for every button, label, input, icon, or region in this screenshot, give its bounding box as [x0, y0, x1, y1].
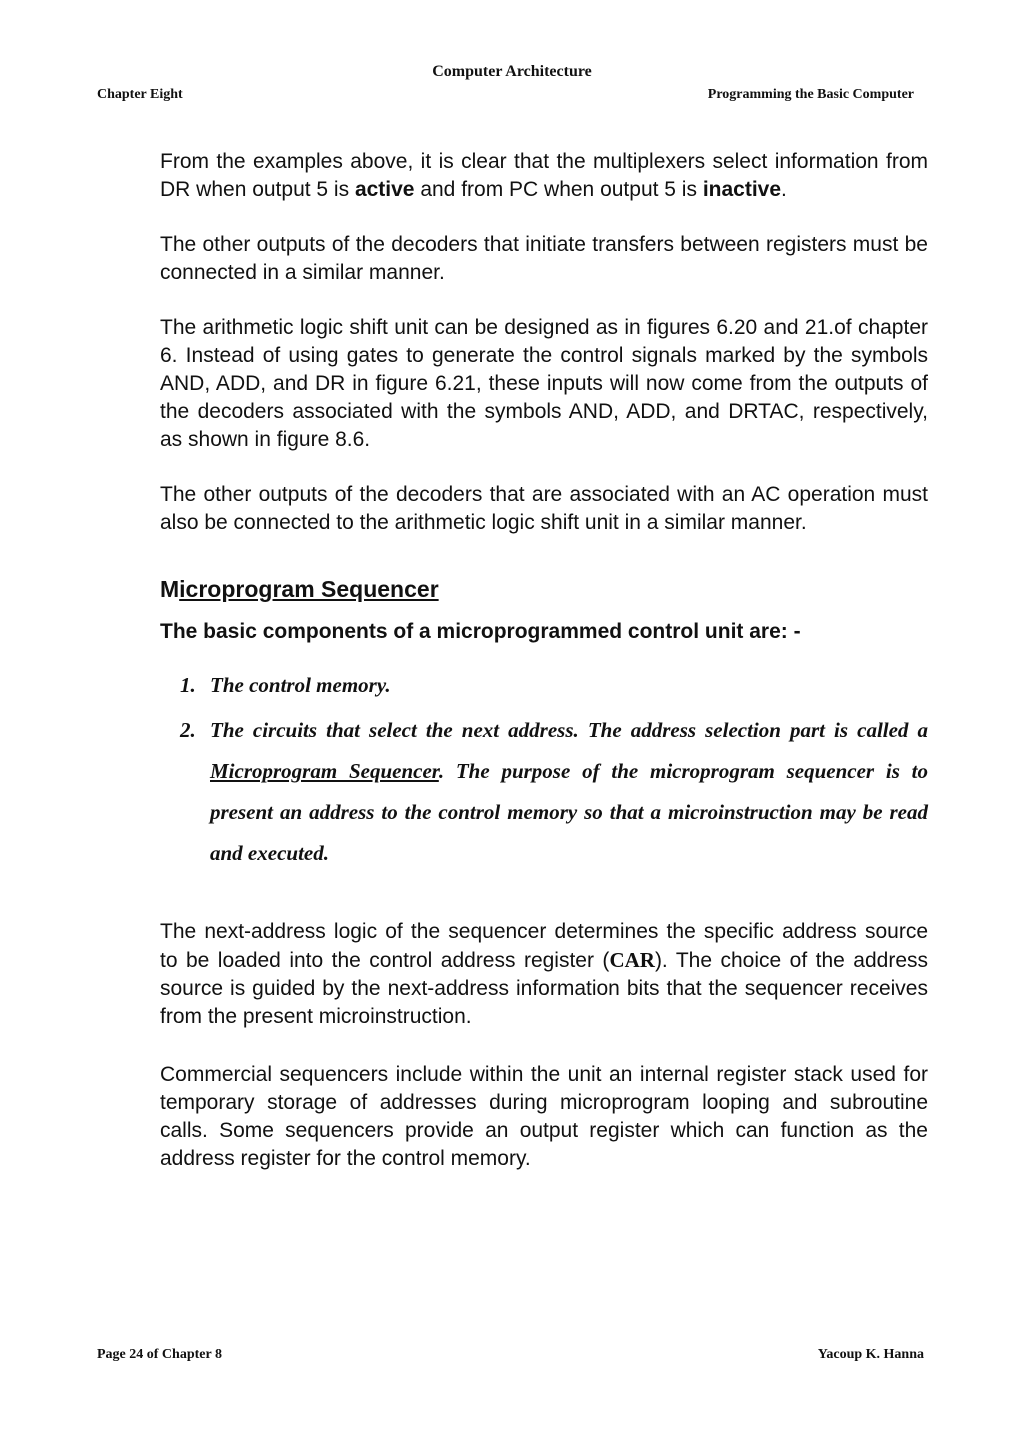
list-item-text: The control memory.: [210, 673, 391, 697]
paragraph-next-address: [160, 918, 928, 1031]
term-car: CAR: [609, 948, 655, 972]
page-body: [160, 148, 928, 1173]
paragraph-other-outputs: The other outputs of the decoders that initiate transfers between registers must be connected in a similar manner.: [160, 233, 928, 284]
document-title: Computer Architecture: [432, 63, 592, 80]
chapter-label: Chapter Eight: [97, 87, 183, 102]
term-active: active: [354, 178, 415, 201]
section-heading: [160, 574, 928, 604]
p1-text-c: and from PC when output 5 is: [414, 178, 703, 201]
term-microprogram-sequencer: Microprogram Sequencer: [210, 759, 439, 783]
list-number: 2.: [180, 718, 196, 742]
list-item-text-b: . The purpose of the microprogram sequencer is to present an address to the control memory so that a microinstruction may be read and executed.: [210, 759, 929, 865]
paragraph-commercial-sequencers: Commercial sequencers include within the unit an internal register stack used for temporary storage of addresses during microprogram looping and subroutine calls. Some sequencers provide an output register which can function as the address register for the control memory.: [160, 1063, 928, 1170]
p1-text-e: .: [781, 178, 787, 201]
section-heading-rest: icroprogram Sequencer: [179, 576, 439, 602]
author: Yacoup K. Hanna: [817, 1347, 924, 1362]
list-item-text-a: The circuits that select the next address. The address selection part is called a: [210, 718, 928, 742]
paragraph-ac-operation: The other outputs of the decoders that are associated with an AC operation must also be connected to the arithmetic logic shift unit in a similar manner.: [160, 483, 928, 534]
list-number: 1.: [180, 673, 196, 697]
term-inactive: inactive: [702, 178, 782, 201]
paragraph-multiplexers: [160, 148, 928, 204]
page-number: Page 24 of Chapter 8: [97, 1347, 222, 1362]
section-label: Programming the Basic Computer: [707, 87, 914, 102]
p1-text-a: From the examples above, it is clear that the multiplexers select information from DR when output 5 is: [160, 150, 928, 201]
components-list: [160, 670, 928, 874]
section-subheading: The basic components of a microprogrammed control unit are: -: [160, 620, 801, 643]
p5-text-b: ). The choice of the address source is guided by the next-address information bits that the sequencer receives from the present microinstruction.: [160, 949, 928, 1028]
paragraph-alu: The arithmetic logic shift unit can be designed as in figures 6.20 and 21.of chapter 6. Instead of using gates to generate the control signals marked by the symbols AND, ADD, and DR in figure 6.21, these inputs will now come from the outputs of the decoders associated with the symbols AND, ADD, and DRTAC, respectively, as shown in figure 8.6.: [160, 316, 928, 451]
list-item: [160, 670, 928, 700]
list-item: [160, 710, 928, 874]
section-heading-first: M: [160, 576, 180, 602]
p5-text-a: The next-address logic of the sequencer determines the specific address source to be loaded into the control address register (: [160, 920, 928, 972]
